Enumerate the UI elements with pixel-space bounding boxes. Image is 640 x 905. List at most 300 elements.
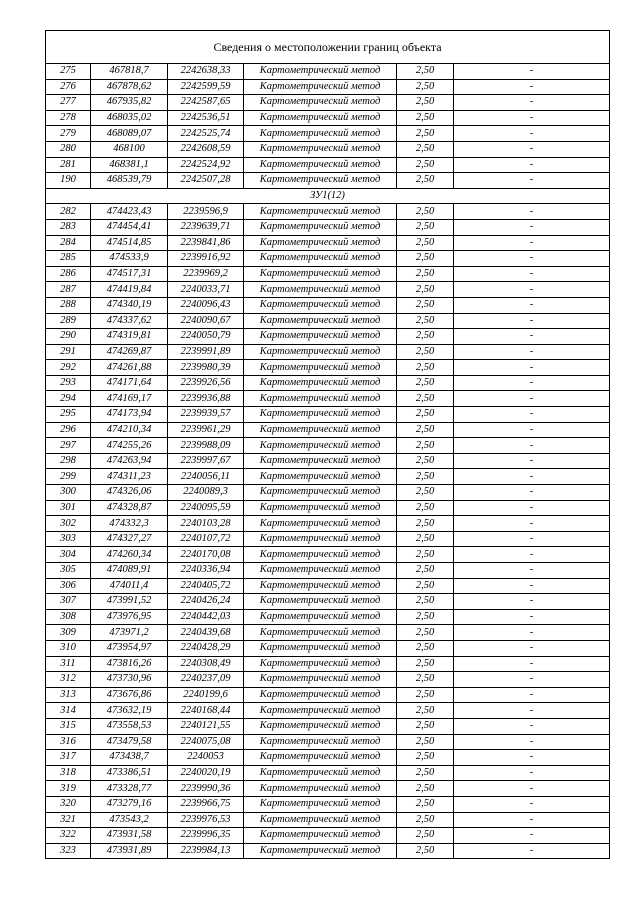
description-cell: - [454, 422, 610, 438]
point-number-cell: 282 [46, 204, 91, 220]
description-cell: - [454, 531, 610, 547]
accuracy-cell: 2,50 [397, 563, 454, 579]
y-coordinate-cell: 2240405,72 [168, 578, 244, 594]
accuracy-cell: 2,50 [397, 282, 454, 298]
table-row [46, 500, 610, 516]
point-number-cell: 304 [46, 547, 91, 563]
method-cell: Картометрический метод [244, 812, 397, 828]
table-title: Сведения о местоположении границ объекта [46, 31, 610, 64]
accuracy-cell: 2,50 [397, 672, 454, 688]
description-cell: - [454, 251, 610, 267]
description-cell: - [454, 609, 610, 625]
table-row [46, 375, 610, 391]
section-label: ЗУ1(12) [46, 188, 610, 204]
y-coordinate-cell: 2242638,33 [168, 64, 244, 80]
accuracy-cell: 2,50 [397, 781, 454, 797]
table-row [46, 235, 610, 251]
method-cell: Картометрический метод [244, 734, 397, 750]
y-coordinate-cell: 2242525,74 [168, 126, 244, 142]
y-coordinate-cell: 2239980,39 [168, 360, 244, 376]
method-cell: Картометрический метод [244, 438, 397, 454]
accuracy-cell: 2,50 [397, 375, 454, 391]
y-coordinate-cell: 2240020,19 [168, 765, 244, 781]
y-coordinate-cell: 2240075,08 [168, 734, 244, 750]
table-row [46, 110, 610, 126]
boundary-coordinates-table [45, 30, 610, 859]
point-number-cell: 293 [46, 375, 91, 391]
method-cell: Картометрический метод [244, 329, 397, 345]
x-coordinate-cell: 473954,97 [91, 640, 168, 656]
description-cell: - [454, 282, 610, 298]
point-number-cell: 288 [46, 297, 91, 313]
description-cell: - [454, 95, 610, 111]
y-coordinate-cell: 2240121,55 [168, 718, 244, 734]
table-row [46, 266, 610, 282]
y-coordinate-cell: 2240090,67 [168, 313, 244, 329]
accuracy-cell: 2,50 [397, 235, 454, 251]
x-coordinate-cell: 473991,52 [91, 594, 168, 610]
point-number-cell: 298 [46, 453, 91, 469]
method-cell: Картометрический метод [244, 251, 397, 267]
description-cell: - [454, 375, 610, 391]
method-cell: Картометрический метод [244, 687, 397, 703]
method-cell: Картометрический метод [244, 625, 397, 641]
x-coordinate-cell: 474327,27 [91, 531, 168, 547]
description-cell: - [454, 235, 610, 251]
accuracy-cell: 2,50 [397, 110, 454, 126]
table-row [46, 251, 610, 267]
description-cell: - [454, 656, 610, 672]
y-coordinate-cell: 2240308,49 [168, 656, 244, 672]
x-coordinate-cell: 473931,89 [91, 843, 168, 859]
y-coordinate-cell: 2240428,29 [168, 640, 244, 656]
x-coordinate-cell: 474423,43 [91, 204, 168, 220]
accuracy-cell: 2,50 [397, 500, 454, 516]
y-coordinate-cell: 2239976,53 [168, 812, 244, 828]
description-cell: - [454, 344, 610, 360]
x-coordinate-cell: 474533,9 [91, 251, 168, 267]
accuracy-cell: 2,50 [397, 141, 454, 157]
y-coordinate-cell: 2239997,67 [168, 453, 244, 469]
table-row [46, 718, 610, 734]
accuracy-cell: 2,50 [397, 438, 454, 454]
accuracy-cell: 2,50 [397, 469, 454, 485]
method-cell: Картометрический метод [244, 656, 397, 672]
accuracy-cell: 2,50 [397, 485, 454, 501]
table-row [46, 843, 610, 859]
description-cell: - [454, 640, 610, 656]
point-number-cell: 307 [46, 594, 91, 610]
accuracy-cell: 2,50 [397, 453, 454, 469]
accuracy-cell: 2,50 [397, 547, 454, 563]
description-cell: - [454, 672, 610, 688]
accuracy-cell: 2,50 [397, 765, 454, 781]
point-number-cell: 321 [46, 812, 91, 828]
table-row [46, 609, 610, 625]
point-number-cell: 283 [46, 219, 91, 235]
point-number-cell: 300 [46, 485, 91, 501]
x-coordinate-cell: 473558,53 [91, 718, 168, 734]
method-cell: Картометрический метод [244, 469, 397, 485]
description-cell: - [454, 453, 610, 469]
x-coordinate-cell: 468035,02 [91, 110, 168, 126]
table-row [46, 547, 610, 563]
description-cell: - [454, 407, 610, 423]
accuracy-cell: 2,50 [397, 360, 454, 376]
point-number-cell: 317 [46, 750, 91, 766]
table-row [46, 703, 610, 719]
point-number-cell: 278 [46, 110, 91, 126]
accuracy-cell: 2,50 [397, 251, 454, 267]
table-row [46, 360, 610, 376]
method-cell: Картометрический метод [244, 453, 397, 469]
accuracy-cell: 2,50 [397, 578, 454, 594]
method-cell: Картометрический метод [244, 266, 397, 282]
table-row [46, 656, 610, 672]
table-title-row [46, 31, 610, 64]
y-coordinate-cell: 2240056,11 [168, 469, 244, 485]
y-coordinate-cell: 2242599,59 [168, 79, 244, 95]
description-cell: - [454, 141, 610, 157]
x-coordinate-cell: 474089,91 [91, 563, 168, 579]
x-coordinate-cell: 467935,82 [91, 95, 168, 111]
x-coordinate-cell: 474311,23 [91, 469, 168, 485]
point-number-cell: 310 [46, 640, 91, 656]
x-coordinate-cell: 474514,85 [91, 235, 168, 251]
table-row [46, 407, 610, 423]
description-cell: - [454, 360, 610, 376]
description-cell: - [454, 329, 610, 345]
point-number-cell: 294 [46, 391, 91, 407]
y-coordinate-cell: 2242536,51 [168, 110, 244, 126]
point-number-cell: 302 [46, 516, 91, 532]
x-coordinate-cell: 473328,77 [91, 781, 168, 797]
accuracy-cell: 2,50 [397, 157, 454, 173]
description-cell: - [454, 796, 610, 812]
table-row [46, 781, 610, 797]
accuracy-cell: 2,50 [397, 344, 454, 360]
point-number-cell: 301 [46, 500, 91, 516]
point-number-cell: 292 [46, 360, 91, 376]
table-row [46, 469, 610, 485]
table-row [46, 750, 610, 766]
method-cell: Картометрический метод [244, 578, 397, 594]
accuracy-cell: 2,50 [397, 796, 454, 812]
method-cell: Картометрический метод [244, 313, 397, 329]
y-coordinate-cell: 2240336,94 [168, 563, 244, 579]
description-cell: - [454, 391, 610, 407]
y-coordinate-cell: 2240089,3 [168, 485, 244, 501]
point-number-cell: 291 [46, 344, 91, 360]
table-row [46, 141, 610, 157]
point-number-cell: 314 [46, 703, 91, 719]
accuracy-cell: 2,50 [397, 204, 454, 220]
method-cell: Картометрический метод [244, 407, 397, 423]
y-coordinate-cell: 2240199,6 [168, 687, 244, 703]
x-coordinate-cell: 473632,19 [91, 703, 168, 719]
x-coordinate-cell: 474011,4 [91, 578, 168, 594]
y-coordinate-cell: 2240439,68 [168, 625, 244, 641]
accuracy-cell: 2,50 [397, 266, 454, 282]
table-row [46, 563, 610, 579]
accuracy-cell: 2,50 [397, 843, 454, 859]
x-coordinate-cell: 474326,06 [91, 485, 168, 501]
method-cell: Картометрический метод [244, 718, 397, 734]
point-number-cell: 320 [46, 796, 91, 812]
method-cell: Картометрический метод [244, 563, 397, 579]
y-coordinate-cell: 2239961,29 [168, 422, 244, 438]
x-coordinate-cell: 474255,26 [91, 438, 168, 454]
x-coordinate-cell: 473438,7 [91, 750, 168, 766]
boundary-table-sheet [45, 30, 609, 859]
point-number-cell: 280 [46, 141, 91, 157]
y-coordinate-cell: 2239841,86 [168, 235, 244, 251]
description-cell: - [454, 157, 610, 173]
method-cell: Картометрический метод [244, 485, 397, 501]
table-row [46, 157, 610, 173]
method-cell: Картометрический метод [244, 672, 397, 688]
x-coordinate-cell: 474419,84 [91, 282, 168, 298]
x-coordinate-cell: 474269,87 [91, 344, 168, 360]
method-cell: Картометрический метод [244, 126, 397, 142]
description-cell: - [454, 173, 610, 189]
x-coordinate-cell: 473971,2 [91, 625, 168, 641]
table-row [46, 422, 610, 438]
method-cell: Картометрический метод [244, 64, 397, 80]
x-coordinate-cell: 473279,16 [91, 796, 168, 812]
table-row [46, 126, 610, 142]
y-coordinate-cell: 2239990,36 [168, 781, 244, 797]
x-coordinate-cell: 474454,41 [91, 219, 168, 235]
description-cell: - [454, 594, 610, 610]
method-cell: Картометрический метод [244, 297, 397, 313]
y-coordinate-cell: 2239984,13 [168, 843, 244, 859]
y-coordinate-cell: 2242608,59 [168, 141, 244, 157]
y-coordinate-cell: 2240426,24 [168, 594, 244, 610]
y-coordinate-cell: 2240033,71 [168, 282, 244, 298]
method-cell: Картометрический метод [244, 703, 397, 719]
x-coordinate-cell: 473386,51 [91, 765, 168, 781]
point-number-cell: 308 [46, 609, 91, 625]
y-coordinate-cell: 2242507,28 [168, 173, 244, 189]
description-cell: - [454, 625, 610, 641]
table-row [46, 282, 610, 298]
accuracy-cell: 2,50 [397, 687, 454, 703]
x-coordinate-cell: 473931,58 [91, 828, 168, 844]
table-row [46, 687, 610, 703]
point-number-cell: 312 [46, 672, 91, 688]
x-coordinate-cell: 468539,79 [91, 173, 168, 189]
point-number-cell: 290 [46, 329, 91, 345]
table-row [46, 594, 610, 610]
accuracy-cell: 2,50 [397, 609, 454, 625]
method-cell: Картометрический метод [244, 843, 397, 859]
x-coordinate-cell: 474328,87 [91, 500, 168, 516]
table-row [46, 516, 610, 532]
point-number-cell: 275 [46, 64, 91, 80]
y-coordinate-cell: 2240050,79 [168, 329, 244, 345]
table-row [46, 64, 610, 80]
point-number-cell: 305 [46, 563, 91, 579]
description-cell: - [454, 812, 610, 828]
point-number-cell: 322 [46, 828, 91, 844]
y-coordinate-cell: 2239966,75 [168, 796, 244, 812]
x-coordinate-cell: 474340,19 [91, 297, 168, 313]
point-number-cell: 276 [46, 79, 91, 95]
description-cell: - [454, 438, 610, 454]
method-cell: Картометрический метод [244, 375, 397, 391]
description-cell: - [454, 765, 610, 781]
point-number-cell: 296 [46, 422, 91, 438]
method-cell: Картометрический метод [244, 344, 397, 360]
method-cell: Картометрический метод [244, 141, 397, 157]
method-cell: Картометрический метод [244, 235, 397, 251]
y-coordinate-cell: 2239926,56 [168, 375, 244, 391]
description-cell: - [454, 843, 610, 859]
method-cell: Картометрический метод [244, 204, 397, 220]
accuracy-cell: 2,50 [397, 734, 454, 750]
description-cell: - [454, 750, 610, 766]
description-cell: - [454, 500, 610, 516]
method-cell: Картометрический метод [244, 173, 397, 189]
method-cell: Картометрический метод [244, 219, 397, 235]
description-cell: - [454, 516, 610, 532]
accuracy-cell: 2,50 [397, 391, 454, 407]
point-number-cell: 285 [46, 251, 91, 267]
description-cell: - [454, 297, 610, 313]
accuracy-cell: 2,50 [397, 625, 454, 641]
point-number-cell: 295 [46, 407, 91, 423]
table-row [46, 79, 610, 95]
table-row [46, 173, 610, 189]
method-cell: Картометрический метод [244, 609, 397, 625]
description-cell: - [454, 703, 610, 719]
table-row [46, 344, 610, 360]
description-cell: - [454, 219, 610, 235]
accuracy-cell: 2,50 [397, 422, 454, 438]
point-number-cell: 313 [46, 687, 91, 703]
x-coordinate-cell: 474261,88 [91, 360, 168, 376]
table-row [46, 297, 610, 313]
section-row [46, 188, 610, 204]
y-coordinate-cell: 2239639,71 [168, 219, 244, 235]
method-cell: Картометрический метод [244, 110, 397, 126]
x-coordinate-cell: 473730,96 [91, 672, 168, 688]
y-coordinate-cell: 2239991,89 [168, 344, 244, 360]
accuracy-cell: 2,50 [397, 516, 454, 532]
method-cell: Картометрический метод [244, 516, 397, 532]
point-number-cell: 279 [46, 126, 91, 142]
table-row [46, 329, 610, 345]
description-cell: - [454, 718, 610, 734]
accuracy-cell: 2,50 [397, 656, 454, 672]
table-row [46, 796, 610, 812]
table-row [46, 812, 610, 828]
table-row [46, 531, 610, 547]
y-coordinate-cell: 2240442,03 [168, 609, 244, 625]
y-coordinate-cell: 2240107,72 [168, 531, 244, 547]
point-number-cell: 311 [46, 656, 91, 672]
method-cell: Картометрический метод [244, 594, 397, 610]
description-cell: - [454, 687, 610, 703]
accuracy-cell: 2,50 [397, 126, 454, 142]
description-cell: - [454, 64, 610, 80]
accuracy-cell: 2,50 [397, 703, 454, 719]
x-coordinate-cell: 474169,17 [91, 391, 168, 407]
description-cell: - [454, 204, 610, 220]
y-coordinate-cell: 2240095,59 [168, 500, 244, 516]
description-cell: - [454, 547, 610, 563]
method-cell: Картометрический метод [244, 95, 397, 111]
y-coordinate-cell: 2239969,2 [168, 266, 244, 282]
table-row [46, 391, 610, 407]
x-coordinate-cell: 474171,64 [91, 375, 168, 391]
accuracy-cell: 2,50 [397, 79, 454, 95]
table-row [46, 828, 610, 844]
accuracy-cell: 2,50 [397, 95, 454, 111]
table-row [46, 578, 610, 594]
x-coordinate-cell: 467818,7 [91, 64, 168, 80]
point-number-cell: 316 [46, 734, 91, 750]
point-number-cell: 286 [46, 266, 91, 282]
x-coordinate-cell: 468100 [91, 141, 168, 157]
description-cell: - [454, 79, 610, 95]
table-row [46, 640, 610, 656]
accuracy-cell: 2,50 [397, 219, 454, 235]
y-coordinate-cell: 2240096,43 [168, 297, 244, 313]
table-row [46, 734, 610, 750]
x-coordinate-cell: 474517,31 [91, 266, 168, 282]
accuracy-cell: 2,50 [397, 718, 454, 734]
method-cell: Картометрический метод [244, 547, 397, 563]
table-row [46, 204, 610, 220]
accuracy-cell: 2,50 [397, 640, 454, 656]
accuracy-cell: 2,50 [397, 407, 454, 423]
table-row [46, 313, 610, 329]
y-coordinate-cell: 2239996,35 [168, 828, 244, 844]
description-cell: - [454, 313, 610, 329]
accuracy-cell: 2,50 [397, 64, 454, 80]
point-number-cell: 323 [46, 843, 91, 859]
method-cell: Картометрический метод [244, 360, 397, 376]
point-number-cell: 289 [46, 313, 91, 329]
method-cell: Картометрический метод [244, 781, 397, 797]
x-coordinate-cell: 467878,62 [91, 79, 168, 95]
description-cell: - [454, 110, 610, 126]
point-number-cell: 318 [46, 765, 91, 781]
method-cell: Картометрический метод [244, 422, 397, 438]
y-coordinate-cell: 2240168,44 [168, 703, 244, 719]
x-coordinate-cell: 473816,26 [91, 656, 168, 672]
table-row [46, 438, 610, 454]
method-cell: Картометрический метод [244, 640, 397, 656]
description-cell: - [454, 781, 610, 797]
point-number-cell: 297 [46, 438, 91, 454]
x-coordinate-cell: 474210,34 [91, 422, 168, 438]
x-coordinate-cell: 474260,34 [91, 547, 168, 563]
description-cell: - [454, 469, 610, 485]
point-number-cell: 319 [46, 781, 91, 797]
description-cell: - [454, 828, 610, 844]
x-coordinate-cell: 474337,62 [91, 313, 168, 329]
y-coordinate-cell: 2242524,92 [168, 157, 244, 173]
accuracy-cell: 2,50 [397, 173, 454, 189]
description-cell: - [454, 734, 610, 750]
x-coordinate-cell: 473676,86 [91, 687, 168, 703]
point-number-cell: 287 [46, 282, 91, 298]
x-coordinate-cell: 468089,07 [91, 126, 168, 142]
y-coordinate-cell: 2239936,88 [168, 391, 244, 407]
